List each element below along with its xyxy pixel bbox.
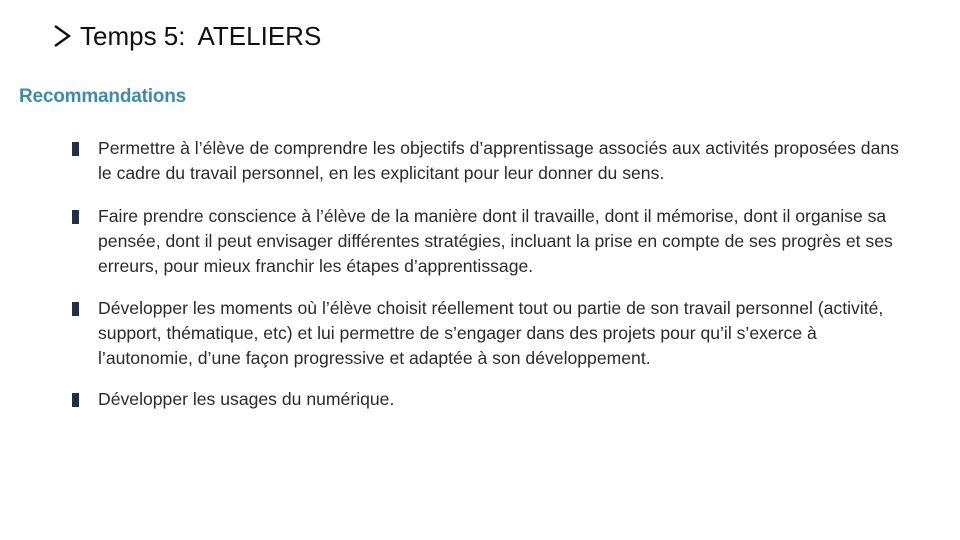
slide-title [52, 20, 321, 52]
list-item-text: Permettre à l’élève de comprendre les objectifs d’apprentissage associés aux activités proposées dans le cadre du travail personnel, en les explicitant pour leur donner du sens. [98, 138, 899, 183]
title-main: ATELIERS [197, 21, 322, 51]
recommendations-list [72, 136, 912, 429]
list-item [72, 204, 912, 279]
arrow-right-icon [52, 23, 74, 49]
list-item [72, 387, 912, 412]
bullet-icon [72, 142, 79, 156]
section-heading: Recommandations [19, 86, 186, 107]
list-item [72, 296, 912, 371]
list-item-text: Développer les usages du numérique. [98, 389, 395, 409]
bullet-icon [72, 393, 79, 407]
bullet-icon [72, 302, 79, 316]
bullet-icon [72, 210, 79, 224]
list-item [72, 136, 912, 186]
title-prefix: Temps 5: [80, 21, 186, 51]
list-item-text: Faire prendre conscience à l’élève de la manière dont il travaille, dont il mémorise, dont il organise sa pensée, dont il peut envisager différentes stratégies, incluant la prise en compte de ses progrès et ses erreurs, pour mieux franchir les étapes d’apprentissage. [98, 206, 893, 276]
list-item-text: Développer les moments où l’élève choisit réellement tout ou partie de son travail personnel (activité, support, thématique, etc) et lui permettre de s’engager dans des projets pour qu’il s’exerce à l’autonomie, d’une façon progressive et adaptée à son développement. [98, 298, 884, 368]
